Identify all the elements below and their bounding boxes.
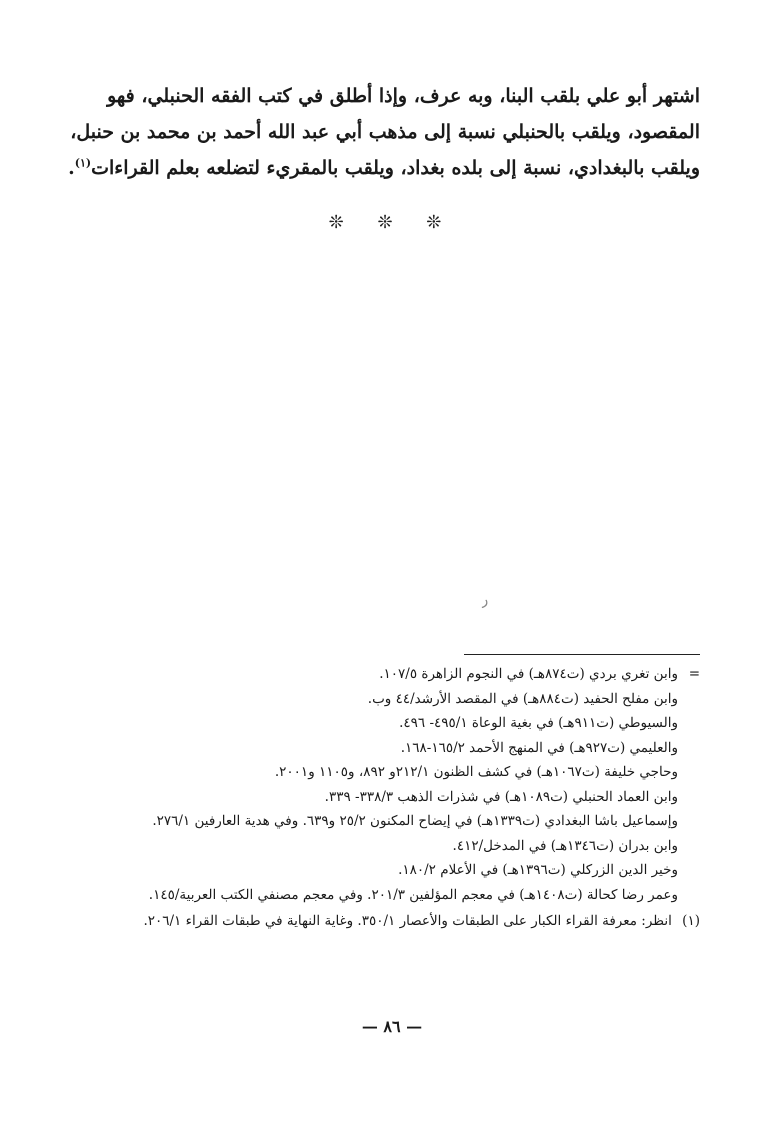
footnote-line: والسيوطي (ت٩١١هـ) في بغية الوعاة ٤٩٥/١- ٤٩٦. — [399, 715, 678, 731]
footnote-line: وعمر رضا كحالة (ت١٤٠٨هـ) في معجم المؤلفين ٢٠١/٣. وفي معجم مصنفي الكتب العربية/١٤٥. — [148, 886, 678, 903]
footnote-line: وخير الدين الزركلي (ت١٣٩٦هـ) في الأعلام ١٨٠/٢. — [398, 862, 678, 878]
paragraph-line-2: المقصود، ويلقب بالحنبلي نسبة إلى مذهب أبي عبد الله أحمد بن محمد بن حنبل، — [70, 121, 700, 143]
main-paragraph — [68, 78, 700, 186]
footnote-1-number: (١) — [682, 913, 700, 929]
footnote-reference-1: (١) — [74, 156, 92, 170]
footnote-line-text: وابن تغري بردي (ت٨٧٤هـ) في النجوم الزاهرة ١٠٧/٥. — [379, 666, 678, 682]
continuation-marker: = — [688, 666, 700, 682]
footnote-line: والعليمي (ت٩٢٧هـ) في المنهج الأحمد ١٦٥/٢-١٦٨. — [400, 739, 678, 756]
paragraph-line-1: اشتهر أبو علي بلقب البنا، وبه عرف، وإذا أطلق في كتب الفقه الحنبلي، فهو — [107, 85, 700, 107]
footnote-1-text: انظر: معرفة القراء الكبار على الطبقات والأعصار ٣٥٠/١. وغاية النهاية في طبقات القراء ٢٠٦/١. — [143, 913, 672, 929]
paragraph-end-period: . — [68, 157, 75, 179]
footnote-line: وإسماعيل باشا البغدادي (ت١٣٣٩هـ) في إيضاح المكنون ٢٥/٢ و٦٣٩. وفي هدية العارفين ٢٧٦/١. — [152, 813, 678, 829]
footnote-line: وابن العماد الحنبلي (ت١٠٨٩هـ) في شذرات الذهب ٣٣٨/٣- ٣٣٩. — [324, 788, 678, 805]
paragraph-line-3-text: ويلقب بالبغدادي، نسبة إلى بلده بغداد، ويلقب بالمقريء لتضلعه بعلم القراءات — [91, 157, 700, 179]
section-separator-stars: ❊ ❊ ❊ — [328, 212, 456, 233]
footnote-line: وابن بدران (ت١٣٤٦هـ) في المدخل/٤١٢. — [452, 837, 678, 854]
paragraph-line-3 — [68, 150, 700, 186]
footnote-divider — [464, 654, 700, 655]
footnote-line: وابن مفلح الحفيد (ت٨٨٤هـ) في المقصد الأرشد/٤٤ وب. — [367, 690, 678, 707]
stray-ink-mark: ر — [479, 591, 490, 609]
page-number: — ٨٦ — — [361, 1017, 423, 1036]
footnote-1 — [100, 909, 700, 934]
footnote-line: وحاجي خليفة (ت١٠٦٧هـ) في كشف الظنون ٢١٢/١و ٨٩٢، و١١٠٥ و٢٠٠١. — [274, 764, 678, 780]
footnote-line — [100, 662, 700, 687]
footnotes-section — [100, 662, 700, 934]
